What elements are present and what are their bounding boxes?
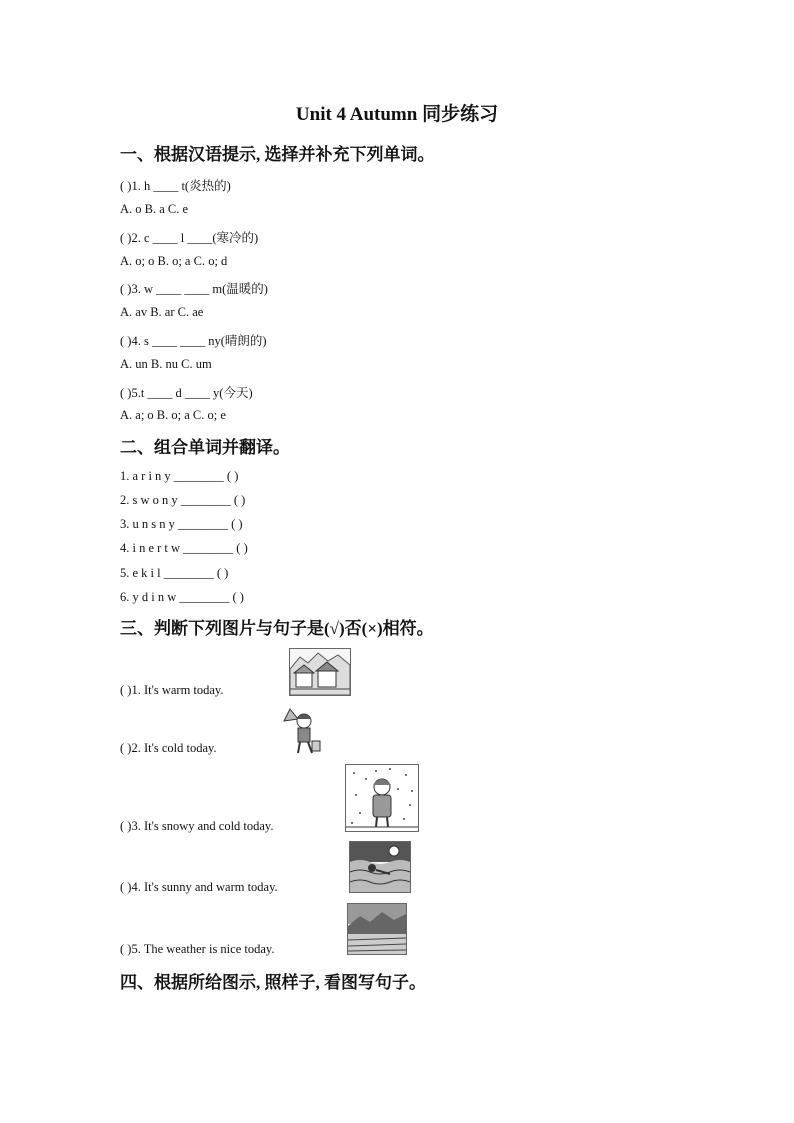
page-title: Unit 4 Autumn 同步练习 bbox=[295, 104, 499, 125]
child-with-fan-picture bbox=[280, 707, 324, 755]
s1-options-4: A. un B. nu C. um bbox=[120, 357, 212, 371]
s1-question-3: ( )3. w ____ ____ m(温暖的) bbox=[120, 282, 268, 296]
s1-options-5: A. a; o B. o; a C. o; e bbox=[120, 408, 226, 422]
s3-item-3: ( )3. It's snowy and cold today. bbox=[120, 819, 274, 833]
section1-heading: 一、根据汉语提示, 选择并补充下列单词。 bbox=[120, 145, 435, 164]
section4-heading: 四、根据所给图示, 照样子, 看图写句子。 bbox=[120, 973, 426, 992]
s1-options-3: A. av B. ar C. ae bbox=[120, 305, 204, 319]
s1-question-5: ( )5.t ____ d ____ y(今天) bbox=[120, 386, 253, 400]
s2-item-6: 6. y d i n w ________ ( ) bbox=[120, 590, 244, 604]
s2-item-2: 2. s w o n y ________ ( ) bbox=[120, 493, 246, 507]
s3-item-1: ( )1. It's warm today. bbox=[120, 683, 224, 697]
s3-item-2: ( )2. It's cold today. bbox=[120, 741, 217, 755]
s1-question-2: ( )2. c ____ l ____(寒冷的) bbox=[120, 231, 259, 245]
s3-item-5: ( )5. The weather is nice today. bbox=[120, 942, 275, 956]
section3-heading: 三、判断下列图片与句子是(√)否(×)相符。 bbox=[120, 619, 434, 638]
s1-question-4: ( )4. s ____ ____ ny(晴朗的) bbox=[120, 334, 267, 348]
section2-heading: 二、组合单词并翻译。 bbox=[120, 438, 290, 457]
village-houses-picture bbox=[289, 648, 351, 696]
s2-item-5: 5. e k i l ________ ( ) bbox=[120, 566, 229, 580]
s3-item-4: ( )4. It's sunny and warm today. bbox=[120, 880, 278, 894]
s1-options-2: A. o; o B. o; a C. o; d bbox=[120, 254, 228, 268]
s1-question-1: ( )1. h ____ t(炎热的) bbox=[120, 179, 231, 193]
child-in-snow-picture bbox=[345, 764, 419, 832]
s1-options-1: A. o B. a C. e bbox=[120, 202, 189, 216]
landscape-picture bbox=[347, 903, 407, 955]
s2-item-4: 4. i n e r t w ________ ( ) bbox=[120, 541, 248, 555]
s2-item-3: 3. u n s n y ________ ( ) bbox=[120, 517, 243, 531]
swimmer-picture bbox=[349, 841, 411, 893]
s2-item-1: 1. a r i n y ________ ( ) bbox=[120, 469, 239, 483]
